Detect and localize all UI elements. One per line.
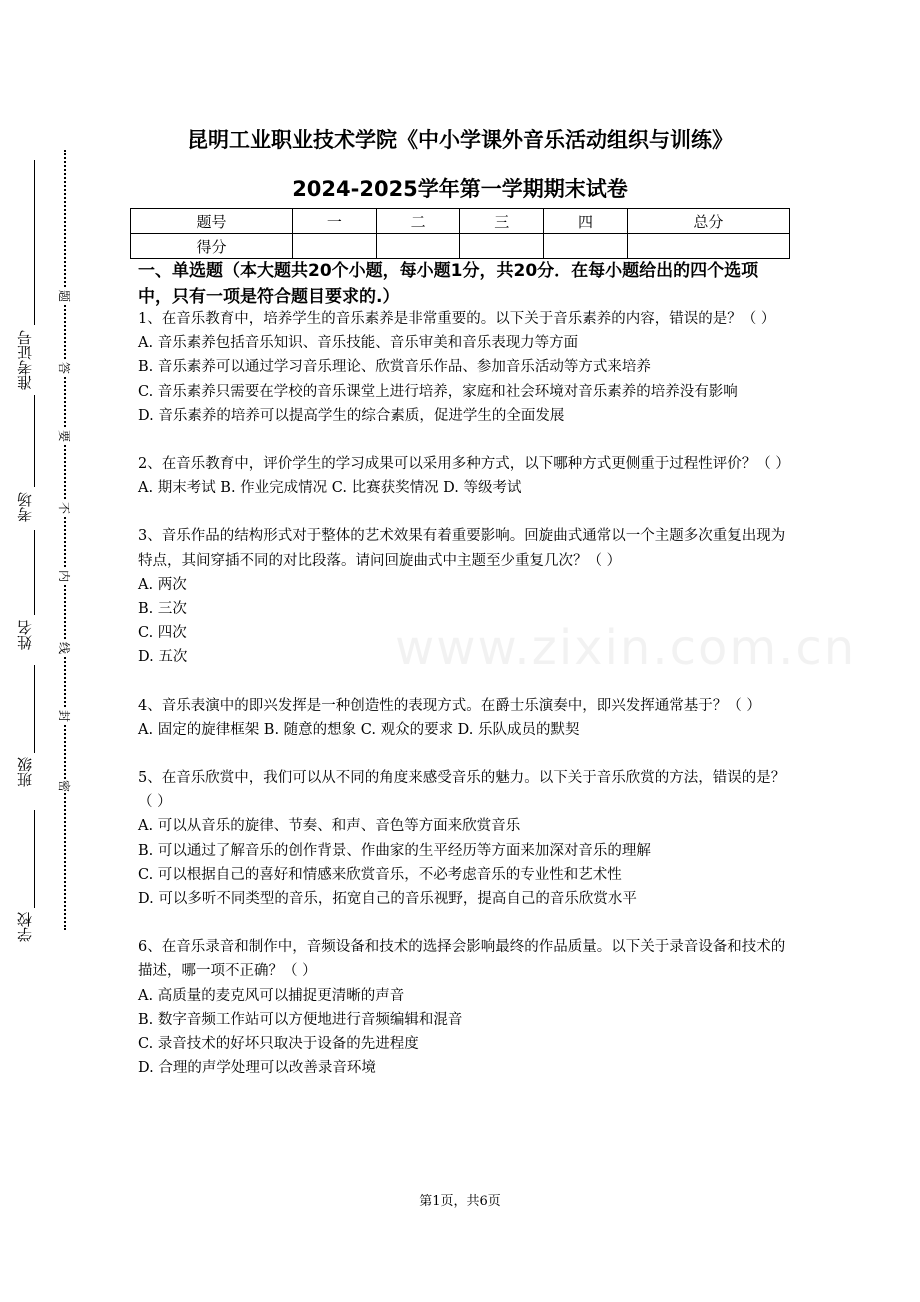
- question-option: D. 五次: [138, 649, 188, 666]
- seal-char: 题: [57, 289, 71, 302]
- score-table-header-row: [131, 209, 790, 234]
- score-cell[interactable]: [544, 234, 628, 259]
- seal-char: 内: [57, 569, 71, 582]
- exam-room-label: 考场: [16, 492, 34, 522]
- score-cell[interactable]: [293, 234, 377, 259]
- score-header-cell: 三: [460, 209, 544, 234]
- score-table-score-row: [131, 234, 790, 259]
- question-option: A. 高质量的麦克风可以捕捉更清晰的声音: [138, 987, 405, 1004]
- school-label: 学校: [16, 912, 34, 942]
- name-field[interactable]: [34, 530, 35, 615]
- question-stem: 6、在音乐录音和制作中，音频设备和技术的选择会影响最终的作品质量。以下关于录音设备和技术的描述，哪一项不正确？（ ）: [138, 939, 786, 980]
- question-option: A. 两次: [138, 576, 187, 593]
- score-header-cell: 一: [293, 209, 377, 234]
- class-field[interactable]: [34, 665, 35, 753]
- seal-char: 要: [57, 429, 71, 442]
- question-option: A. 期末考试 B. 作业完成情况 C. 比赛获奖情况 D. 等级考试: [138, 480, 522, 497]
- question-option: D. 可以多听不同类型的音乐，拓宽自己的音乐视野，提高自己的音乐欣赏水平: [138, 891, 637, 908]
- question-option: A. 音乐素养包括音乐知识、音乐技能、音乐审美和音乐表现力等方面: [138, 335, 579, 352]
- question-stem: 2、在音乐教育中，评价学生的学习成果可以采用多种方式，以下哪种方式更侧重于过程性评价？（ ）: [138, 456, 790, 473]
- seal-char: 线: [57, 641, 71, 654]
- seal-char: 不: [57, 501, 71, 514]
- question-item: [138, 766, 788, 911]
- question-stem: 5、在音乐欣赏中，我们可以从不同的角度来感受音乐的魅力。以下关于音乐欣赏的方法，错误的是？（ ）: [138, 770, 786, 811]
- score-header-cell: 总分: [627, 209, 789, 234]
- exam-number-label: 准考证号: [16, 330, 34, 390]
- question-item: [138, 935, 788, 1080]
- question-option: B. 音乐素养可以通过学习音乐理论、欣赏音乐作品、参加音乐活动等方式来培养: [138, 359, 651, 376]
- score-cell[interactable]: [376, 234, 460, 259]
- question-item: [138, 524, 788, 669]
- seal-char: 密: [57, 779, 71, 792]
- school-field[interactable]: [34, 810, 35, 908]
- question-option: B. 可以通过了解音乐的创作背景、作曲家的生平经历等方面来加深对音乐的理解: [138, 842, 651, 859]
- question-option: B. 数字音频工作站可以方便地进行音频编辑和混音: [138, 1011, 463, 1028]
- question-option: C. 录音技术的好坏只取决于设备的先进程度: [138, 1036, 419, 1053]
- score-row-label: 得分: [131, 234, 293, 259]
- seal-line: [64, 150, 66, 930]
- score-cell[interactable]: [460, 234, 544, 259]
- question-option: A. 固定的旋律框架 B. 随意的想象 C. 观众的要求 D. 乐队成员的默契: [138, 721, 580, 738]
- question-item: [138, 452, 788, 500]
- seal-char: 封: [57, 709, 71, 722]
- score-header-cell: 题号: [131, 209, 293, 234]
- question-option: C. 四次: [138, 625, 187, 642]
- score-table: [130, 208, 790, 259]
- score-cell[interactable]: [627, 234, 789, 259]
- exam-room-field[interactable]: [34, 395, 35, 487]
- score-header-cell: 二: [376, 209, 460, 234]
- page-title: 昆明工业职业技术学院《中小学课外音乐活动组织与训练》: [187, 128, 733, 152]
- score-header-cell: 四: [544, 209, 628, 234]
- question-stem: 4、音乐表演中的即兴发挥是一种创造性的表现方式。在爵士乐演奏中，即兴发挥通常基于？（ ）: [138, 697, 761, 714]
- question-list: [138, 307, 788, 1104]
- question-option: C. 音乐素养只需要在学校的音乐课堂上进行培养，家庭和社会环境对音乐素养的培养没有影响: [138, 383, 738, 400]
- question-option: D. 音乐素养的培养可以提高学生的综合素质，促进学生的全面发展: [138, 407, 565, 424]
- question-item: [138, 307, 788, 428]
- seal-char: 答: [57, 361, 71, 374]
- question-stem: 3、音乐作品的结构形式对于整体的艺术效果有着重要影响。回旋曲式通常以一个主题多次重复出现为特点，其间穿插不同的对比段落。请问回旋曲式中主题至少重复几次？（ ）: [138, 528, 786, 569]
- page-footer: 第1页，共6页: [419, 1194, 501, 1209]
- watermark: www.zixin.com.cn: [395, 620, 857, 676]
- page-subtitle: 2024-2025学年第一学期期末试卷: [292, 177, 628, 201]
- section-heading: 一、单选题（本大题共20个小题，每小题1分，共20分．在每小题给出的四个选项中，只有一项是符合题目要求的.）: [138, 261, 759, 307]
- name-label: 姓名: [16, 620, 34, 650]
- question-option: B. 三次: [138, 601, 187, 618]
- question-option: A. 可以从音乐的旋律、节奏、和声、音色等方面来欣赏音乐: [138, 818, 521, 835]
- question-item: [138, 694, 788, 742]
- question-option: D. 合理的声学处理可以改善录音环境: [138, 1060, 376, 1077]
- question-stem: 1、在音乐教育中，培养学生的音乐素养是非常重要的。以下关于音乐素养的内容，错误的是？（ ）: [138, 311, 776, 327]
- class-label: 班级: [16, 757, 34, 787]
- question-option: C. 可以根据自己的喜好和情感来欣赏音乐，不必考虑音乐的专业性和艺术性: [138, 866, 622, 883]
